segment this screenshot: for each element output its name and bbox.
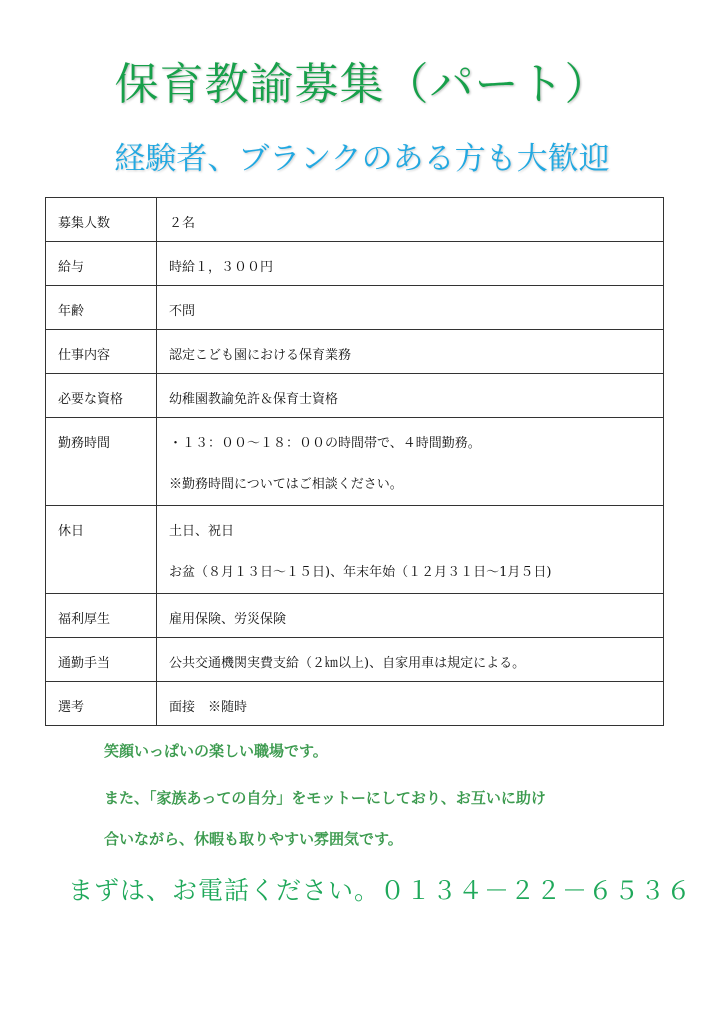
row-value: 公共交通機関実費支給（２㎞以上)、自家用車は規定による。 xyxy=(157,638,664,682)
table-row xyxy=(46,330,664,374)
row-label: 仕事内容 xyxy=(46,330,157,374)
row-value: 幼稚園教諭免許＆保育士資格 xyxy=(157,374,664,418)
table-row xyxy=(46,374,664,418)
call-to-action-phone: まずは、お電話ください。０１３４－２２－６５３６ xyxy=(68,876,693,905)
table-row xyxy=(46,594,664,638)
table-row xyxy=(46,682,664,726)
row-value: 雇用保険、労災保険 xyxy=(157,594,664,638)
row-value: 不問 xyxy=(157,286,664,330)
table-row xyxy=(46,506,664,594)
page-title: 保育教諭募集（パート） xyxy=(114,59,610,110)
row-label: 必要な資格 xyxy=(46,374,157,418)
row-label: 勤務時間 xyxy=(46,418,157,506)
table-row xyxy=(46,198,664,242)
row-value xyxy=(157,506,664,594)
value-line: 土日、祝日 xyxy=(169,524,235,539)
row-label: 年齢 xyxy=(46,286,157,330)
row-value: ２名 xyxy=(157,198,664,242)
message-line: 笑顔いっぱいの楽しい職場です。 xyxy=(104,742,328,760)
row-label: 休日 xyxy=(46,506,157,594)
message-line: また、「家族あっての自分」をモットーにしており、お互いに助け xyxy=(104,789,546,807)
row-value: 面接 ※随時 xyxy=(157,682,664,726)
job-details-table xyxy=(45,197,664,726)
row-label: 通勤手当 xyxy=(46,638,157,682)
table-row xyxy=(46,286,664,330)
subtitle: 経験者、ブランクのある方も大歓迎 xyxy=(114,141,610,177)
value-line: ※勤務時間についてはご相談ください。 xyxy=(169,477,403,492)
message-line: 合いながら、休暇も取りやすい雰囲気です。 xyxy=(104,830,403,848)
table-row xyxy=(46,418,664,506)
row-label: 福利厚生 xyxy=(46,594,157,638)
table-row xyxy=(46,638,664,682)
row-label: 給与 xyxy=(46,242,157,286)
value-line: お盆（８月１３日～１５日)、年末年始（１２月３１日～1月５日) xyxy=(169,565,552,580)
table-row xyxy=(46,242,664,286)
row-label: 選考 xyxy=(46,682,157,726)
row-value: 認定こども園における保育業務 xyxy=(157,330,664,374)
row-value: 時給１，３００円 xyxy=(157,242,664,286)
row-value xyxy=(157,418,664,506)
row-label: 募集人数 xyxy=(46,198,157,242)
value-line: ・１３：００～１８：００の時間帯で、４時間勤務。 xyxy=(169,436,481,451)
